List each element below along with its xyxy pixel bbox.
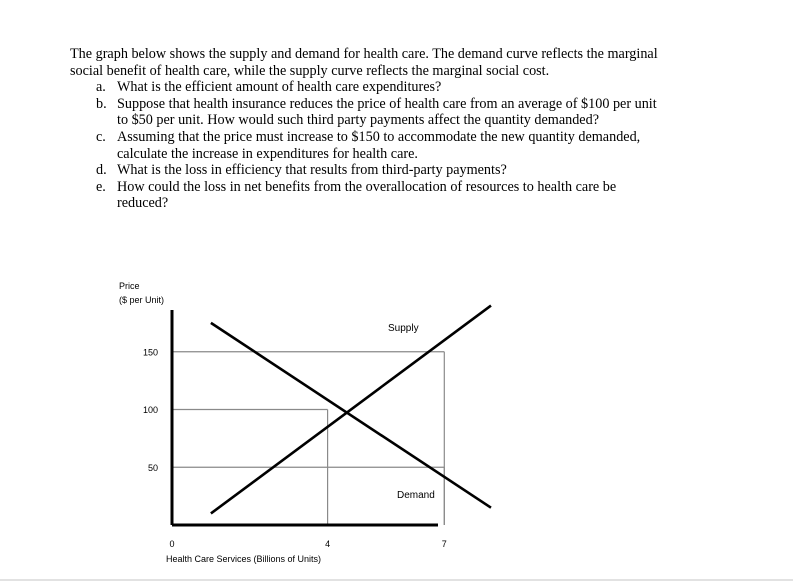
supply-label: Supply [388, 323, 419, 334]
question-text: Assuming that the price must increase to $150 to accommodate the new quantity demanded, calculate the increase in expenditures for health care. [117, 128, 641, 162]
y-tick-label: 150 [142, 347, 158, 358]
question-text: What is the loss in efficiency that results from third-party payments? [117, 162, 507, 179]
y-tick-label: 100 [142, 405, 158, 415]
y-axis-subtitle: ($ per Unit) [119, 295, 165, 305]
page-divider [0, 579, 793, 581]
question-label: d. [96, 162, 107, 179]
demand-label: Demand [397, 490, 435, 501]
x-axis-title: Health Care Services (Billions of Units) [166, 554, 322, 564]
x-tick-label: 7 [441, 539, 447, 549]
question-text: What is the efficient amount of health care expenditures? [117, 79, 442, 96]
question-text: Suppose that health insurance reduces the price of health care from an average of $100 per unit to $50 per unit. How would such third party payments affect the quantity demanded? [117, 95, 657, 129]
question-label: b. [96, 95, 107, 112]
intro-paragraph: The graph below shows the supply and demand for health care. The demand curve reflects the marginal social benefit of health care, while the supply curve reflects the marginal social cost. [70, 46, 658, 79]
demand-curve [211, 323, 491, 508]
x-tick-label: 4 [325, 539, 331, 549]
question-label: c. [96, 128, 106, 145]
question-label: e. [96, 178, 106, 195]
y-tick-label: 50 [147, 462, 158, 473]
x-tick-label: 0 [169, 539, 175, 549]
question-text: How could the loss in net benefits from the overallocation of resources to health care be reduced? [117, 178, 617, 212]
question-label: a. [96, 79, 106, 96]
y-axis-title: Price [119, 281, 140, 291]
